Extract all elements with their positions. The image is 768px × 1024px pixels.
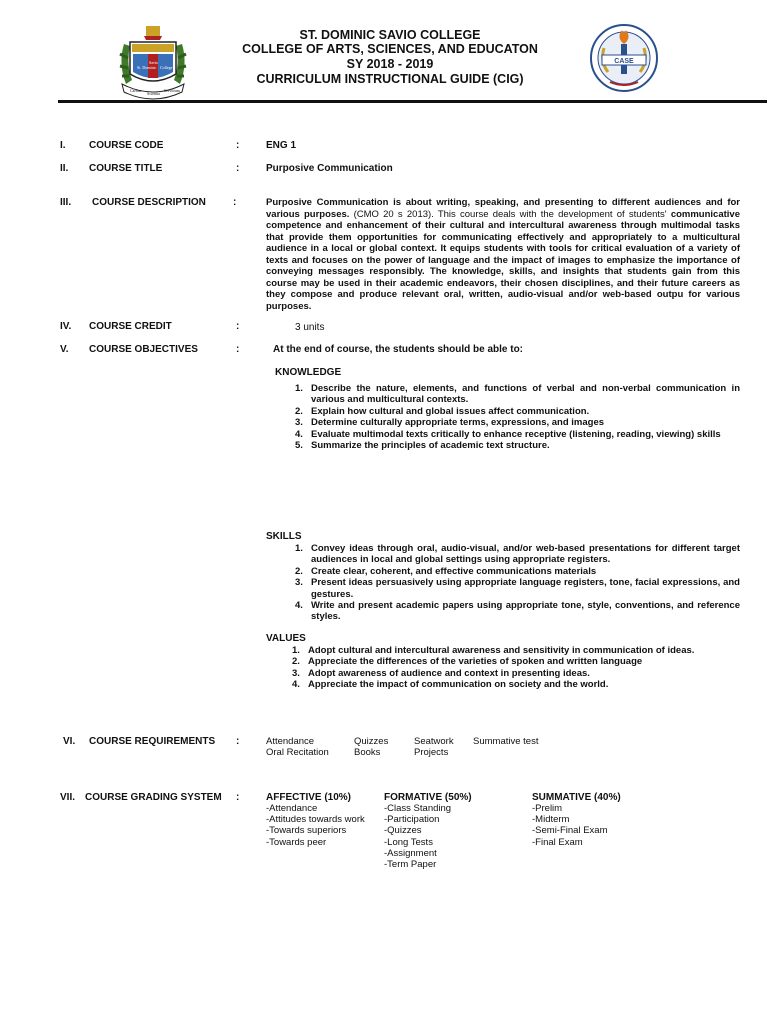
requirement-item: Projects [414, 747, 449, 758]
course-requirements-label: COURSE REQUIREMENTS [89, 736, 216, 747]
motto-text-2: Scientia [147, 91, 160, 96]
values-list [292, 645, 742, 691]
list-item: 4. Write and present academic papers using appropriate tone, style, conventions, and reference styles. [295, 600, 740, 623]
grading-item: -Assignment [384, 847, 437, 859]
college-seal-logo [116, 24, 190, 100]
list-item: 1. Adopt cultural and intercultural awareness and sensitivity in communication of ideas. [292, 645, 695, 656]
affective-heading: AFFECTIVE (10%) [266, 792, 352, 803]
course-title-label: COURSE TITLE [89, 163, 163, 174]
grading-item: -Towards superiors [266, 825, 347, 837]
grading-item: -Attitudes towards work [266, 814, 365, 826]
list-item: 1. Convey ideas through oral, audio-visual, and/or web-based presentations for different target audiences in local and global settings using appropriate registers. [295, 543, 740, 566]
requirement-item: Quizzes [354, 736, 389, 747]
grading-item: -Final Exam [532, 836, 583, 848]
grading-item: -Quizzes [384, 825, 422, 837]
skills-heading: SKILLS [266, 531, 302, 542]
section-number-3: III. [60, 197, 72, 208]
list-item: 2. Create clear, coherent, and effective communications materials [295, 565, 597, 577]
section-number-2: II. [60, 163, 69, 174]
list-item: 3. Present ideas persuasively using appropriate language registers, tone, facial expressions, and gestures. [295, 577, 740, 600]
course-code-value: ENG 1 [266, 140, 297, 151]
requirement-item: Seatwork [414, 736, 454, 747]
formative-heading: FORMATIVE (50%) [384, 792, 472, 803]
colon: : [236, 163, 240, 174]
values-heading: VALUES [266, 633, 306, 644]
list-item: 1. Describe the nature, elements, and functions of verbal and non-verbal communication in various and multicultural contexts. [295, 383, 740, 406]
knowledge-list [295, 383, 740, 451]
description-part-2: communicative competence and enhancement of their cultural and intercultural awareness through multimodal tasks that provide them opportunities for communicating effectively and appropriately to a multicultural audience in a local or global context. It equips students with tools for critical evaluation of a variety of texts and focuses on the power of language and the impact of images to emphasize the importance of conveying messages responsibly. The knowledge, skills, and insights that students gain from this course may be used in their academic endeavors, their chosen disciplines, and their future careers as they compose and produce relevant oral, written, audio-visual and/or web-based outpu for various purposes. [266, 208, 740, 312]
section-number-7: VII. [60, 792, 76, 803]
motto-text-3: Servitium [164, 88, 180, 93]
grading-item: -Class Standing [384, 803, 452, 814]
objectives-intro: At the end of course, the students should be able to: [273, 344, 524, 355]
course-title-value: Purposive Communication [266, 163, 393, 174]
colon: : [236, 736, 240, 747]
course-objectives-label: COURSE OBJECTIVES [89, 344, 198, 355]
course-credit-value: 3 units [295, 322, 325, 333]
seal-text-1: St. Dominic [137, 65, 157, 70]
grading-item: -Attendance [266, 803, 318, 814]
description-part-1: Purposive Communication is about writing, speaking, and presenting to different audiences and for various purposes. [266, 197, 740, 220]
case-department-logo [586, 22, 662, 98]
colon: : [236, 140, 240, 151]
requirement-item: Summative test [473, 736, 539, 747]
requirement-item: Oral Recitation [266, 747, 329, 758]
seal-text-2: Savio [149, 60, 159, 65]
section-number-6: VI. [63, 736, 76, 747]
list-item: 4. Appreciate the impact of communication on society and the world. [292, 679, 609, 691]
section-number-4: IV. [60, 321, 72, 332]
course-description-text [266, 197, 740, 312]
colon: : [233, 197, 237, 208]
grading-item: -Participation [384, 814, 440, 826]
grading-item: -Term Paper [384, 859, 437, 871]
grading-item: -Midterm [532, 814, 570, 826]
knowledge-heading: KNOWLEDGE [275, 367, 342, 378]
grading-item: -Prelim [532, 803, 563, 814]
section-number-1: I. [60, 140, 66, 151]
seal-text-3: College [160, 65, 173, 70]
list-item: 2. Explain how cultural and global issues affect communication. [295, 405, 590, 417]
colon: : [236, 321, 240, 332]
header-divider [58, 100, 767, 103]
list-item: 4. Evaluate multimodal texts critically to enhance receptive (listening, reading, viewing) skills [295, 428, 721, 440]
list-item: 5. Summarize the principles of academic text structure. [295, 440, 550, 452]
list-item: 3. Determine culturally appropriate terms, expressions, and images [295, 417, 605, 429]
colon: : [236, 344, 240, 355]
document-title: CURRICULUM INSTRUCTIONAL GUIDE (CIG) [256, 72, 524, 86]
grading-item: -Towards peer [266, 836, 327, 848]
description-cmo-text: (CMO 20 s 2013). This course deals with the development of students' [353, 208, 667, 220]
grading-item: -Semi-Final Exam [532, 825, 608, 837]
affective-column [266, 792, 381, 848]
grading-item: -Long Tests [384, 836, 433, 848]
motto-text-1: Caritas [130, 88, 142, 93]
colon: : [236, 792, 240, 803]
list-item: 2. Appreciate the differences of the varieties of spoken and written language [292, 656, 643, 668]
skills-list [295, 543, 740, 623]
requirement-item: Books [354, 747, 381, 758]
list-item: 3. Adopt awareness of audience and context in presenting ideas. [292, 667, 590, 679]
summative-column [532, 792, 672, 848]
summative-heading: SUMMATIVE (40%) [532, 792, 621, 803]
course-credit-label: COURSE CREDIT [89, 321, 172, 332]
college-name: ST. DOMINIC SAVIO COLLEGE [299, 28, 481, 42]
case-logo-text: CASE [614, 58, 634, 65]
school-year: SY 2018 - 2019 [346, 57, 434, 71]
college-department: COLLEGE OF ARTS, SCIENCES, AND EDUCATON [242, 42, 538, 56]
requirement-item: Attendance [266, 736, 315, 747]
course-grading-label: COURSE GRADING SYSTEM [85, 792, 222, 803]
section-number-5: V. [60, 344, 69, 355]
course-code-label: COURSE CODE [89, 140, 164, 151]
course-description-label: COURSE DESCRIPTION [92, 197, 206, 208]
formative-column [384, 792, 524, 870]
